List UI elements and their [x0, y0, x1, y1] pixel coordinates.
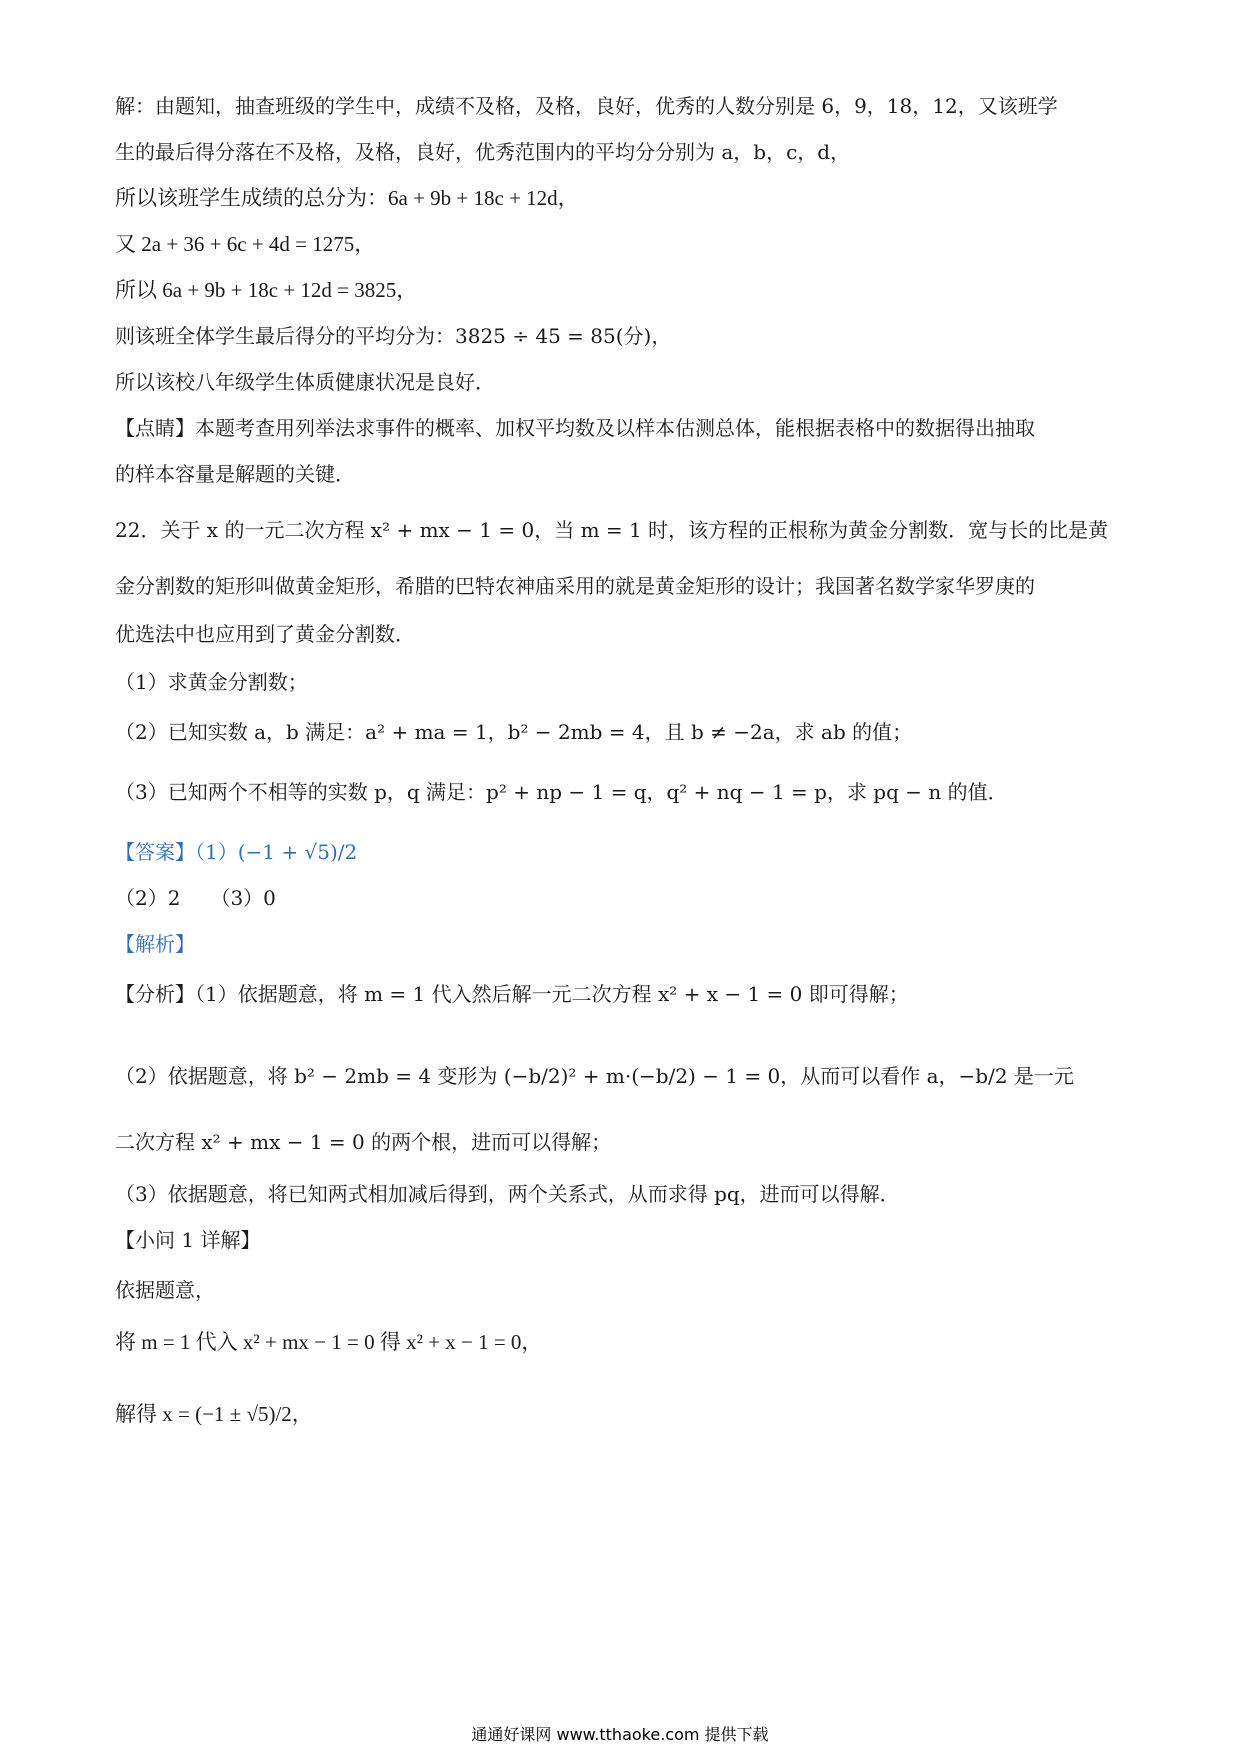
solution-line-2: 生的最后得分落在不及格，及格，良好，优秀范围内的平均分分别为 a，b，c，d， — [115, 140, 851, 164]
solution-line-6: 则该班全体学生最后得分的平均分为：3825 ÷ 45 = 85(分)， — [115, 324, 672, 348]
analysis-part-2: （2）依据题意，将 b² − 2mb = 4 变形为 (−b/2)² + m·(−b/2) − 1 = 0，从而可以看作 a，−b/2 是一元 — [115, 1064, 1074, 1088]
solution-conclusion: 所以该校八年级学生体质健康状况是良好． — [115, 370, 495, 394]
detail-line-3: 解得 x = (−1 ± √5)/2， — [115, 1402, 313, 1426]
question-part-1: （1）求黄金分割数； — [115, 670, 308, 694]
comment-line-1: 【点睛】本题考查用列举法求事件的概率、加权平均数及以样本估测总体，能根据表格中的数据得出抽取 — [115, 416, 1035, 440]
solution-line-5: 所以 6a + 9b + 18c + 12d = 3825， — [115, 278, 418, 302]
question-22-line-2: 金分割数的矩形叫做黄金矩形，希腊的巴特农神庙采用的就是黄金矩形的设计；我国著名数学家华罗庚的 — [115, 574, 1035, 598]
detail-line-1: 依据题意， — [115, 1278, 215, 1302]
analysis-part-3: （3）依据题意，将已知两式相加减后得到，两个关系式，从而求得 pq，进而可以得解． — [115, 1182, 900, 1206]
analysis-part-1: 【分析】（1）依据题意，将 m = 1 代入然后解一元二次方程 x² + x − 1 = 0 即可得解； — [115, 982, 909, 1006]
answer-line-2: （2）2 （3）0 — [115, 886, 276, 910]
comment-line-2: 的样本容量是解题的关键． — [115, 462, 355, 486]
solution-line-1: 解：由题知，抽查班级的学生中，成绩不及格，及格，良好，优秀的人数分别是 6，9，18，12，又该班学 — [115, 94, 1058, 118]
question-part-2: （2）已知实数 a，b 满足：a² + ma = 1，b² − 2mb = 4，且 b ≠ −2a，求 ab 的值； — [115, 720, 913, 744]
solution-line-3: 所以该班学生成绩的总分为：6a + 9b + 18c + 12d， — [115, 186, 579, 210]
analysis-part-2-cont: 二次方程 x² + mx − 1 = 0 的两个根，进而可以得解； — [115, 1130, 612, 1154]
analysis-heading: 【解析】 — [115, 932, 195, 956]
question-part-3: （3）已知两个不相等的实数 p，q 满足：p² + np − 1 = q，q² + nq − 1 = p，求 pq − n 的值． — [115, 780, 1008, 804]
sub-question-1-heading: 【小问 1 详解】 — [115, 1228, 261, 1252]
detail-line-2: 将 m = 1 代入 x² + mx − 1 = 0 得 x² + x − 1 = 0， — [115, 1330, 543, 1354]
solution-line-4: 又 2a + 36 + 6c + 4d = 1275， — [115, 232, 376, 256]
question-22-line-3: 优选法中也应用到了黄金分割数． — [115, 622, 415, 646]
question-22-line-1: 22．关于 x 的一元二次方程 x² + mx − 1 = 0，当 m = 1 时，该方程的正根称为黄金分割数．宽与长的比是黄 — [115, 518, 1109, 542]
footer-source: 通通好课网 www.tthaoke.com 提供下载 — [471, 1725, 769, 1744]
answer-line-1: 【答案】（1）(−1 + √5)/2 — [115, 840, 358, 864]
